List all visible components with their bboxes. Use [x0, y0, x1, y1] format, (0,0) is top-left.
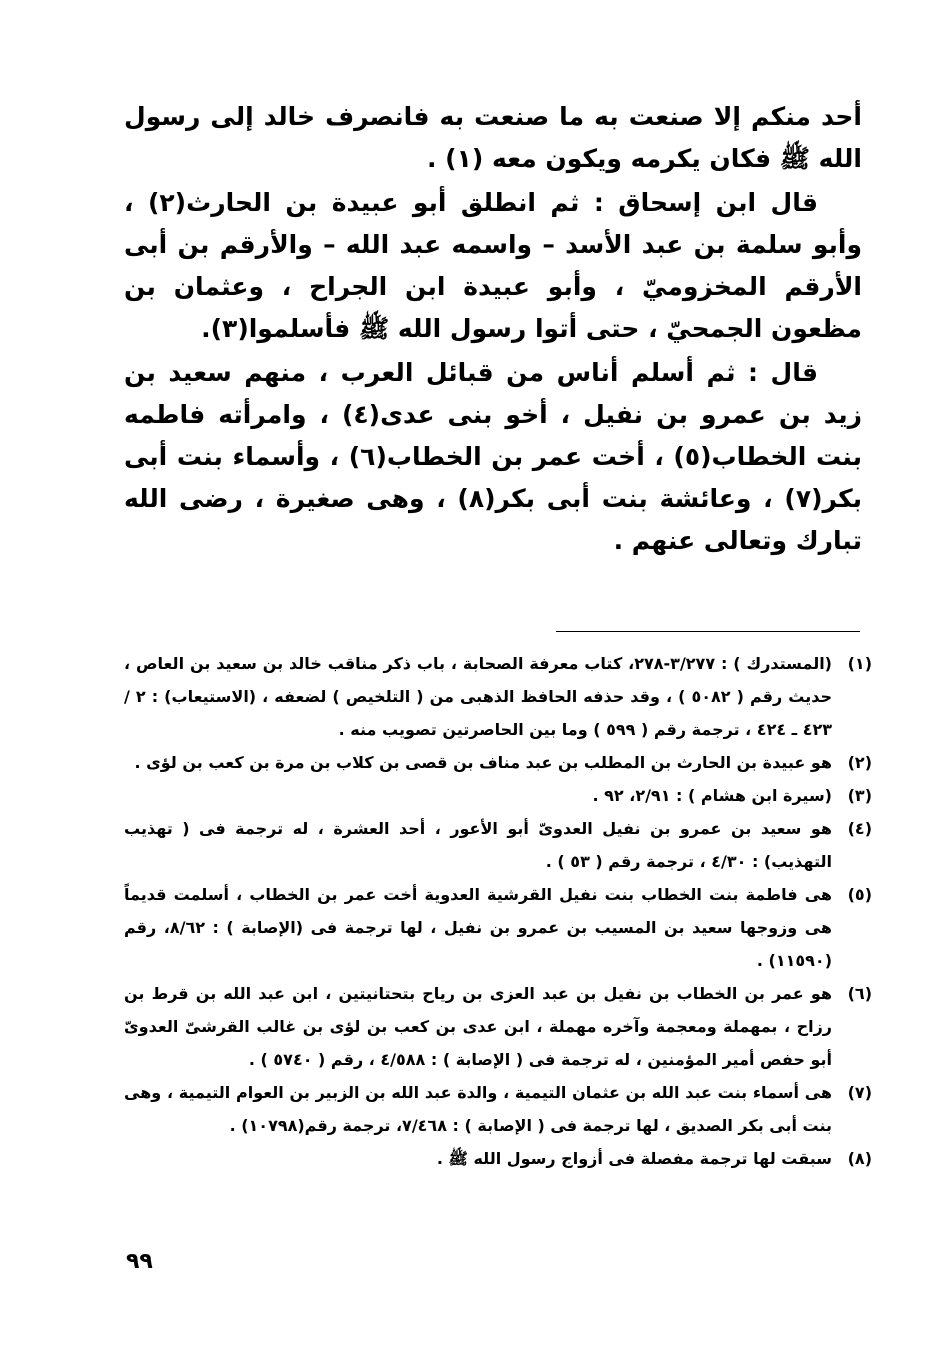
footnotes [124, 647, 872, 1175]
footnote-text: (سيرة ابن هشام ) : ٢/٩١، ٩٢ . [592, 786, 832, 805]
footnote-number: (٢) [847, 753, 872, 772]
footnote [124, 746, 872, 779]
paragraph: قال ابن إسحاق : ثم انطلق أبو عبيدة بن الحارث(٢) ، وأبو سلمة بن عبد الأسد – واسمه عبد الله – والأرقم بن أبى الأرقم المخزوميّ ، وأبو عبيدة ابن الجراح ، وعثمان بن مظعون الجمحيّ ، حتى أتوا رسول الله ﷺ فأسلموا(٣). [124, 188, 862, 343]
footnote-text: هى فاطمة بنت الخطاب بنت نفيل القرشية العدوية أخت عمر بن الخطاب ، أسلمت قديماً هى وزوجها سعيد بن المسيب بن عمرو بن نفيل ، لها ترجمة فى (الإصابة ) : ٨/٦٢، رقم (١١٥٩٠) . [124, 885, 832, 970]
paragraph: قال : ثم أسلم أناس من قبائل العرب ، منهم سعيد بن زيد بن عمرو بن نفيل ، أخو بنى عدى(٤) ، وامرأته فاطمه بنت الخطاب(٥) ، أخت عمر بن الخطاب(٦) ، وأسماء بنت أبى بكر(٧) ، وعائشة بنت أبى بكر(٨) ، وهى صغيرة ، رضى الله تبارك وتعالى عنهم . [124, 358, 863, 555]
footnote-number: (١) [847, 654, 872, 673]
footnote-number: (٨) [847, 1149, 872, 1168]
footnote-separator [556, 631, 860, 632]
page-number: ٩٩ [126, 1249, 153, 1274]
footnote-number: (٦) [847, 984, 872, 1003]
footnote [124, 878, 872, 977]
footnote [124, 1076, 872, 1142]
footnote-number: (٣) [847, 786, 872, 805]
footnote [124, 1142, 872, 1175]
footnote-text: هو عبيدة بن الحارث بن المطلب بن عبد مناف بن قصى بن كلاب بن مرة بن كعب بن لؤى . [134, 753, 832, 772]
footnote-number: (٤) [847, 819, 872, 838]
footnote-text: (المستدرك ) : ٣/٢٧٧-٢٧٨، كتاب معرفة الصحابة ، باب ذكر مناقب خالد بن سعيد بن العاص ، حديث رقم ( ٥٠٨٢ ) ، وقد حذفه الحافظ الذهبى من ( التلخيص ) لضعفه ، (الاستيعاب) : ٢ / ٤٢٣ ـ ٤٢٤ ، ترجمة رقم ( ٥٩٩ ) وما بين الحاصرتين تصويب منه . [124, 654, 832, 739]
paragraph: أحد منكم إلا صنعت به ما صنعت به فانصرف خالد إلى رسول الله ﷺ فكان يكرمه ويكون معه (١) . [124, 102, 862, 173]
footnote-text: هو عمر بن الخطاب بن نفيل بن عبد العزى بن رياح بتحتانيتين ، ابن عبد الله بن قرط بن رزاح ، بمهملة ومعجمة وآخره مهملة ، ابن عدى بن كعب بن لؤى بن غالب القرشىّ العدوىّ أبو حفص أمير المؤمنين ، له ترجمة فى ( الإصابة ) : ٤/٥٨٨ ، رقم ( ٥٧٤٠ ) . [124, 984, 832, 1069]
footnote-text: سبقت لها ترجمة مفصلة فى أزواج رسول الله ﷺ . [436, 1149, 832, 1168]
main-text [124, 96, 862, 562]
footnote [124, 812, 872, 878]
footnote [124, 977, 872, 1076]
footnote-number: (٥) [847, 885, 872, 904]
footnote-text: هو سعيد بن عمرو بن نفيل العدوىّ أبو الأعور ، أحد العشرة ، له ترجمة فى ( تهذيب التهذيب) : ٤/٣٠ ، ترجمة رقم ( ٥٣ ) . [124, 819, 832, 871]
footnote [124, 647, 872, 746]
footnote [124, 779, 872, 812]
footnote-text: هى أسماء بنت عبد الله بن عثمان التيمية ، والدة عبد الله بن الزبير بن العوام التيمية ، وهى بنت أبى بكر الصديق ، لها ترجمة فى ( الإصابة ) : ٧/٤٦٨، ترجمة رقم(١٠٧٩٨) . [124, 1083, 832, 1135]
footnote-number: (٧) [847, 1083, 872, 1102]
